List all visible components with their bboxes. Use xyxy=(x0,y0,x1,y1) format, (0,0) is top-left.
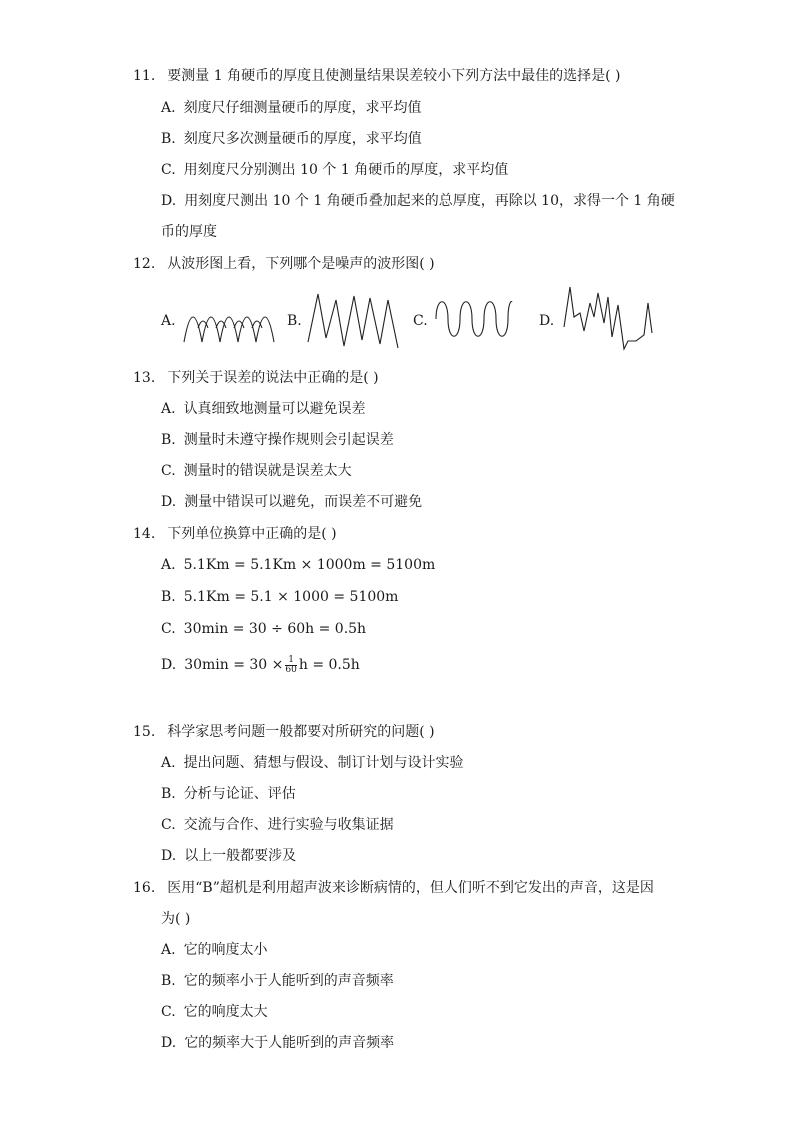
option-text: 它的响度太大 xyxy=(183,1004,268,1020)
option-text: 分析与论证、评估 xyxy=(183,786,296,802)
question-stem: 从波形图上看，下列哪个是噪声的波形图( ) xyxy=(167,256,435,272)
question-number: 12. xyxy=(133,256,156,272)
waveform-d-icon[interactable] xyxy=(560,283,656,357)
option-11-b[interactable] xyxy=(161,129,422,149)
option-text: 测量时的错误就是误差太大 xyxy=(183,463,352,479)
option-16-b[interactable] xyxy=(161,971,394,991)
option-15-b[interactable] xyxy=(161,784,296,804)
option-letter: C. xyxy=(161,621,176,637)
option-text: 测量中错误可以避免，而误差不可避免 xyxy=(184,494,423,510)
option-text: 用刻度尺分别测出 10 个 1 角硬币的厚度，求平均值 xyxy=(183,162,509,178)
question-stem: 要测量 1 角硬币的厚度且使测量结果误差较小下列方法中最佳的选择是( ) xyxy=(167,68,621,84)
option-text: 30min = 30 ÷ 60h = 0.5h xyxy=(183,621,367,637)
question-stem: 科学家思考问题一般都要对所研究的问题( ) xyxy=(167,724,435,740)
option-12-a-letter[interactable]: A. xyxy=(161,313,176,329)
option-text: 5.1Km = 5.1Km × 1000m = 5100m xyxy=(183,557,436,573)
option-14-c[interactable] xyxy=(161,619,366,639)
option-15-c[interactable] xyxy=(161,815,394,835)
question-number: 13. xyxy=(133,370,156,386)
fraction-denominator: 60 xyxy=(285,664,297,675)
question-number: 14. xyxy=(133,526,156,542)
question-16 xyxy=(133,878,654,898)
option-13-b[interactable] xyxy=(161,430,394,450)
waveform-a-icon[interactable] xyxy=(180,296,276,346)
option-11-c[interactable] xyxy=(161,160,508,180)
option-13-d[interactable] xyxy=(161,492,422,512)
option-letter: A. xyxy=(161,100,176,116)
option-16-a[interactable] xyxy=(161,940,268,960)
option-11-d-continuation xyxy=(161,222,217,242)
question-15 xyxy=(133,722,435,742)
option-text: 刻度尺仔细测量硬币的厚度，求平均值 xyxy=(183,100,422,116)
option-letter: D. xyxy=(161,494,177,510)
question-14 xyxy=(133,524,337,544)
option-text: 提出问题、猜想与假设、制订计划与设计实验 xyxy=(183,755,464,771)
option-15-a[interactable] xyxy=(161,753,464,773)
option-letter: A. xyxy=(161,401,176,417)
question-number: 15. xyxy=(133,724,156,740)
option-letter: A. xyxy=(161,942,176,958)
option-text: 刻度尺多次测量硬币的厚度，求平均值 xyxy=(183,131,422,147)
option-letter: A. xyxy=(161,755,176,771)
question-number: 11. xyxy=(133,68,156,84)
option-14-d[interactable] xyxy=(161,653,360,677)
option-letter: A. xyxy=(161,557,176,573)
option-11-d[interactable] xyxy=(161,191,675,211)
option-14-a[interactable] xyxy=(161,555,435,575)
option-letter: D. xyxy=(161,1035,177,1051)
option-text: 它的响度太小 xyxy=(183,942,268,958)
question-13 xyxy=(133,368,379,388)
option-text: 测量时未遵守操作规则会引起误差 xyxy=(183,432,394,448)
question-stem-continuation: 为( ) xyxy=(161,911,191,927)
option-letter: D. xyxy=(161,657,177,673)
option-letter: D. xyxy=(161,193,177,209)
option-16-d[interactable] xyxy=(161,1033,394,1053)
option-12-b-letter[interactable]: B. xyxy=(287,313,302,329)
option-letter: B. xyxy=(161,432,176,448)
option-letter: B. xyxy=(161,786,176,802)
question-16-continuation xyxy=(161,909,190,929)
option-text: 认真细致地测量可以避免误差 xyxy=(183,401,366,417)
option-text-continuation: 币的厚度 xyxy=(161,224,217,240)
option-letter: B. xyxy=(161,131,176,147)
question-stem: 医用“B”超机是利用超声波来诊断病情的，但人们听不到它发出的声音，这是因 xyxy=(167,880,654,896)
question-12 xyxy=(133,254,435,274)
option-text: 它的频率小于人能听到的声音频率 xyxy=(183,973,394,989)
fraction-numerator: 1 xyxy=(285,656,296,666)
option-12-c-letter[interactable]: C. xyxy=(413,313,428,329)
option-letter: C. xyxy=(161,162,176,178)
option-text: 以上一般都要涉及 xyxy=(184,848,297,864)
option-11-a[interactable] xyxy=(161,98,422,118)
option-letter: B. xyxy=(161,589,176,605)
option-12-d-letter[interactable]: D. xyxy=(539,313,555,329)
question-number: 16. xyxy=(133,880,156,896)
option-letter: C. xyxy=(161,463,176,479)
question-stem: 下列单位换算中正确的是( ) xyxy=(167,526,337,542)
option-text: 用刻度尺测出 10 个 1 角硬币叠加起来的总厚度，再除以 10，求得一个 1 角硬 xyxy=(184,193,675,209)
waveform-c-icon[interactable] xyxy=(434,294,514,344)
option-letter: B. xyxy=(161,973,176,989)
option-15-d[interactable] xyxy=(161,846,296,866)
option-letter: C. xyxy=(161,817,176,833)
option-letter: D. xyxy=(161,848,177,864)
option-13-c[interactable] xyxy=(161,461,352,481)
option-text: 5.1Km = 5.1 × 1000 = 5100m xyxy=(183,589,399,605)
formula-before: 30min = 30 × xyxy=(184,657,284,673)
option-text: 交流与合作、进行实验与收集证据 xyxy=(183,817,394,833)
option-13-a[interactable] xyxy=(161,399,366,419)
option-text: 它的频率大于人能听到的声音频率 xyxy=(184,1035,395,1051)
question-stem: 下列关于误差的说法中正确的是( ) xyxy=(167,370,379,386)
waveform-b-icon[interactable] xyxy=(306,290,401,350)
formula-after: h = 0.5h xyxy=(298,657,360,673)
question-11 xyxy=(133,66,620,86)
fraction xyxy=(285,656,296,675)
option-14-b[interactable] xyxy=(161,587,398,607)
option-text xyxy=(184,653,360,677)
option-16-c[interactable] xyxy=(161,1002,268,1022)
option-letter: C. xyxy=(161,1004,176,1020)
